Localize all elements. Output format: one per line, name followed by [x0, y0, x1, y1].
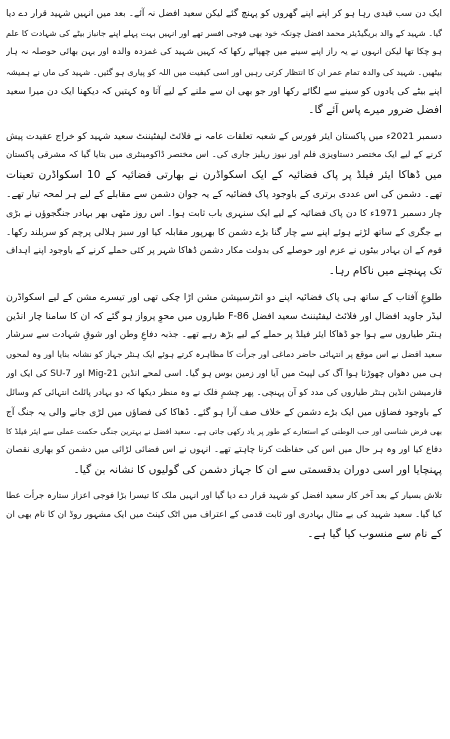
paragraph-air-battle — [6, 288, 442, 480]
text-line: پہنچایا اور اسی دوران بدقسمتی سے ان کا جہاز دشمن کی گولیوں کا نشانہ بن گیا۔ — [73, 463, 442, 476]
paragraph-prisoners-release — [6, 5, 442, 120]
text-line: گیا۔ شہید کے والد بریگیڈیئر محمد افضل چونکہ خود بھی فوجی افسر تھے اور انہیں بہت پہلے اپنے جانباز بیٹے کی شہادت کا علم — [6, 28, 442, 39]
text-line: تھے۔ دشمن کی اس عددی برتری کے باوجود پاک فضائیہ کے یہ جوان دشمن سے مقابلے کے لیے ہر لمحہ تیار تھے۔ — [6, 188, 442, 200]
text-line: تک پہنچنے میں ناکام رہا۔ — [328, 264, 442, 277]
text-line: قوم کے ان بہادر بیٹوں نے عزم اور حوصلے کی بدولت مکار دشمن ڈھاکا شہر پر کئی حملے کرنے کے باوجود اپنے اہداف — [6, 246, 442, 257]
text-line: کے باوجود فضاؤں میں ایک بڑے دشمن کے خلاف صف آرا ہو گئے۔ ڈھاکا کی فضاؤں میں لڑی جانے والی یہ جنگ آج — [6, 407, 442, 419]
text-line: دسمبر 2021ء میں پاکستان ایئر فورس کے شعبہ تعلقات عامہ نے فلائٹ لیفٹیننٹ سعید شہید کو خراج عقیدت پیش — [6, 131, 442, 143]
text-line: کرنے کے لیے ایک مختصر دستاویزی فلم اور نیوز ریلیز جاری کی۔ اس مختصر ڈاکومینٹری میں بتایا گیا کہ مشرقی پاکستان — [6, 150, 442, 161]
text-line: طلوعِ آفتاب کے ساتھ ہی پاک فضائیہ اپنے دو انٹرسیپشن مشن اڑا چکی تھی اور تیسرے مشن کے لیے اسکواڈرن — [6, 291, 442, 303]
text-line: ایک دن سب قیدی رہا ہو کر اپنے اپنے گھروں کو پہنچ گئے لیکن سعید افضل نہ آئے۔ بعد میں انہیں شہید قرار دے دیا — [6, 9, 442, 19]
text-line: میں ڈھاکا ایئر فیلڈ پر پاک فضائیہ کے ایک اسکواڈرن نے بھارتی فضائیہ کے 10 اسکواڈرن تعینات — [6, 168, 442, 181]
paragraph-paf-tribute — [6, 127, 442, 281]
text-line: ہو چکا تھا لیکن انہوں نے یہ راز اپنے سینے میں چھپائے رکھا کہ کہیں شہید کی غمزدہ والدہ اور بہن بھائی حوصلہ نہ ہار — [6, 47, 442, 58]
text-line: بے جگری کے ساتھ لڑتے ہوئے اپنے سے چار گنا بڑے دشمن کا بھرپور مقابلہ کیا اور سبز ہلالی پرچم کو سربلند رکھا۔ — [6, 227, 442, 239]
text-line: فارمیشن انڈین ہنٹر طیاروں کی مدد کو آن پہنچی۔ پھر چشمِ فلک نے وہ منظر دیکھا کہ دو بہادر پائلٹ انتہائی کم وسائل — [6, 387, 442, 398]
text-line: لیڈر جاوید افضال اور فلائٹ لیفٹیننٹ سعید افضل F-86 طیاروں میں محوِ پرواز ہو گئے کہ ان کا سامنا چار انڈین — [6, 311, 442, 323]
text-line: دفاع کیا اور وہ ہر حال میں اس کی حفاظت کرنا چاہتے تھے۔ انہوں نے اس فضائی لڑائی میں دشمن کو بھاری نقصان — [6, 445, 442, 456]
text-line: ہی میں دھواں چھوڑتا ہوا آگ کی لپیٹ میں آیا اور زمین بوس ہو گیا۔ اسی لمحے انڈین Mig-21 اور SU-7 کی ایک اور — [6, 368, 442, 379]
text-line: کیا گیا۔ سعید شہید کی بے مثال بہادری اور ثابت قدمی کے اعتراف میں اٹک کینٹ میں ایک مشہور روڈ ان کا نام بھی ان — [6, 510, 442, 521]
text-line: تلاش بسیار کے بعد آخر کار سعید افضل کو شہید قرار دے دیا گیا اور انہیں ملک کا تیسرا بڑا فوجی اعزاز ستارہ جرأت عطا — [6, 490, 442, 501]
text-line: اپنے بیٹے کی یادوں کو سینے سے لگائے رکھا اور جو بھی ان سے ملنے کے لیے آتا وہ کہتیں کہ دیکھنا ایک دن میرا سعید — [6, 85, 442, 97]
text-line: بیٹھیں۔ شہید کی والدہ تمام عمر ان کا انتظار کرتی رہیں اور اسی کیفیت میں اللہ کو پیاری ہو گئیں۔ شہید کی ماں نے ہمیشہ — [6, 66, 442, 77]
paragraph-sitara-e-jurat — [6, 487, 442, 545]
text-line: سعید افضل نے اس موقع پر انتہائی حاضر دماغی اور جرأت کا مظاہرہ کرتے ہوئے ایک ہنٹر جہاز کو نشانہ بنایا اور وہ لمحوں — [6, 349, 442, 360]
text-line: بھی فرض شناسی اور حب الوطنی کے استعارے کے طور پر یاد رکھی جاتی ہے۔ سعید افضل نے بہترین جنگی حکمت عملی سے ایئر فیلڈ کا — [6, 427, 442, 437]
text-line: افضل ضرور میرے پاس آئے گا۔ — [308, 104, 442, 117]
text-line: کے نام سے منسوب کیا گیا ہے۔ — [307, 528, 442, 541]
text-line: چار دسمبر 1971ء کا دن پاک فضائیہ کے لیے ایک سنہری باب ثابت ہوا۔ اس روز مٹھی بھر بہادر جنگجوؤں نے بڑی — [6, 208, 442, 220]
text-line: ہنٹر طیاروں سے ہوا جو ڈھاکا ایئر فیلڈ پر حملے کے لیے بڑھ رہے تھے۔ جذبہ دفاعِ وطن اور شوقِ شہادت سے سرشار — [6, 330, 442, 341]
